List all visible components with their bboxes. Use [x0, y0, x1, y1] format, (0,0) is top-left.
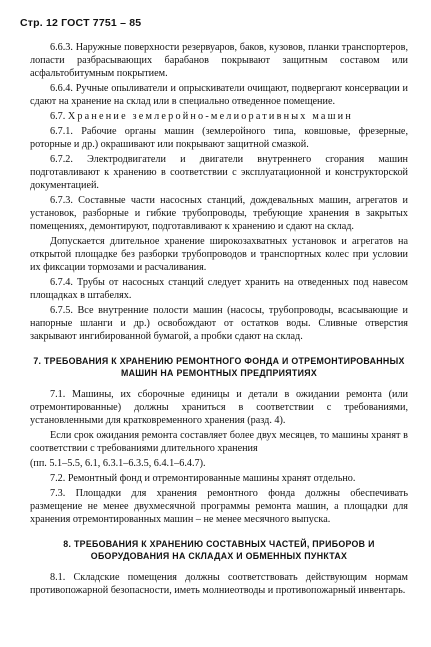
document-body [30, 41, 408, 599]
paragraph-7-2: 7.2. Ремонтный фонд и отремонтированные машины хранят отдельно. [50, 473, 356, 484]
paragraph-6-7-3: 6.7.3. Составные части насосных станций, дождевальных машин, агрегатов и установок, разборные и гибкие трубопроводы, требующие хранения в закрытых помещениях, демонтируют, подготавливают к хранению и сдают на склад. [30, 195, 408, 232]
paragraph-7-1: 7.1. Машины, их сборочные единицы и детали в ожидании ремонта (или отремонтированные) должны храниться в соответствии с требованиями, установленными для кратковременного хранения (разд. 4). [30, 389, 408, 426]
paragraph-6-7-1: 6.7.1. Рабочие органы машин (землеройного типа, ковшовые, фрезерные, роторные и др.) окрашивают или покрывают защитной смазкой. [30, 126, 408, 150]
paragraph-6-6-4: 6.6.4. Ручные опыливатели и опрыскиватели очищают, подвергают консервации и сдают на хранение на склад или в специально отведенное помещение. [30, 83, 408, 107]
paragraph-8-1: 8.1. Складские помещения должны соответствовать действующим нормам противопожарной безопасности, иметь молниеотводы и противопожарный инвентарь. [30, 572, 408, 596]
paragraph-7-3: 7.3. Площадки для хранения ремонтного фонда должны обеспечивать размещение не менее двухмесячной программы ремонта машин, а площадки для хранения отремонтированных машин – не менее месячного выпуска. [30, 488, 408, 525]
paragraph-6-7-5: 6.7.5. Все внутренние полости машин (насосы, трубопроводы, всасывающие и напорные шланги и др.) освобождают от остатков воды. Сливные отверстия закрывают ингибированной бумагой, а пробки сдают на склад. [30, 305, 408, 342]
paragraph-6-7-4: 6.7.4. Трубы от насосных станций следует хранить на отведенных под навесом площадках в штабелях. [30, 277, 408, 301]
subsection-6-7-heading: Хранение землеройно-мелиоративных машин [67, 111, 353, 122]
paragraph-7-1-note: Если срок ожидания ремонта составляет более двух месяцев, то машины хранят в соответствии с требованиями длительного хранения [30, 430, 408, 454]
page-header: Стр. 12 ГОСТ 7751 – 85 [20, 17, 142, 29]
paragraph-7-1-refs: (пп. 5.1–5.5, 6.1, 6.3.1–6.3.5, 6.4.1–6.4.7). [30, 458, 206, 469]
paragraph-6-6-3: 6.6.3. Наружные поверхности резервуаров, баков, кузовов, планки транспортеров, лопасти разбрасывающих барабанов покрывают защитным составом или асфальтобитумным покрытием. [30, 42, 408, 79]
subsection-6-7-title [30, 110, 408, 123]
section-7-heading: 7. ТРЕБОВАНИЯ К ХРАНЕНИЮ РЕМОНТНОГО ФОНДА И ОТРЕМОНТИРОВАННЫХ МАШИН НА РЕМОНТНЫХ ПРЕДПРИЯТИЯХ [33, 356, 405, 378]
paragraph-6-7-2: 6.7.2. Электродвигатели и двигатели внутреннего сгорания машин подготавливают к хранению в соответствии с эксплуатационной и конструкторской документацией. [30, 154, 408, 191]
section-8-heading: 8. ТРЕБОВАНИЯ К ХРАНЕНИЮ СОСТАВНЫХ ЧАСТЕЙ, ПРИБОРОВ И ОБОРУДОВАНИЯ НА СКЛАДАХ И ОБМЕННЫХ ПУНКТАХ [63, 539, 375, 561]
paragraph-6-7-3-note: Допускается длительное хранение широкозахватных установок и агрегатов на открытой площадке без разборки трубопроводов и транспортных колес при условии их фиксации тормозами и расчаливания. [30, 236, 408, 273]
subsection-6-7-number: 6.7. [50, 111, 66, 122]
